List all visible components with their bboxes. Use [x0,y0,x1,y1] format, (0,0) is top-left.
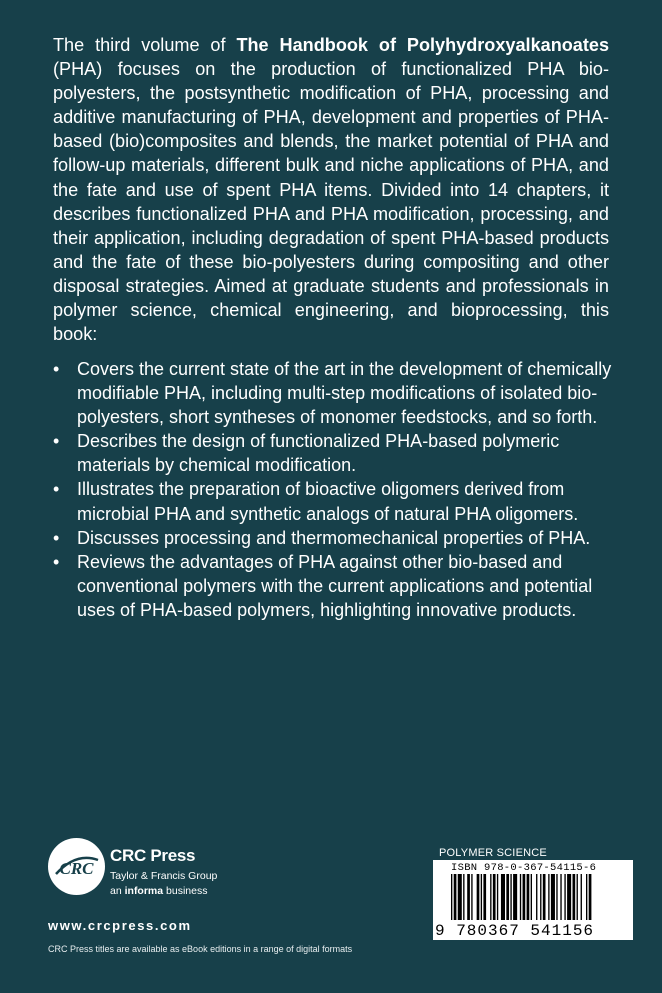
barcode-bar [567,874,571,920]
publisher-url: www.crcpress.com [48,918,192,933]
barcode-bar [551,874,555,920]
barcode-bar [490,874,491,920]
barcode-bar [463,874,464,920]
barcode-bar [467,874,470,920]
barcode-bar [548,874,549,920]
barcode-bar [560,874,561,920]
barcode-bar [458,874,462,920]
barcode-bar [497,874,498,920]
barcode-bar [481,874,482,920]
list-item [53,429,613,477]
barcode-bar [527,874,530,920]
barcode-bar [493,874,496,920]
barcode-bar [454,874,457,920]
crc-logo-graphic [48,838,105,895]
business-prefix: an [110,885,122,897]
intro-body: (PHA) focuses on the production of functionalized PHA bio-polyesters, the postsynthetic modification of PHA, processing and additive manufacturing of PHA, development and properties of PHA-based (bio)composites and blends, the market potential of PHA and follow-up materials, different bulk and niche applications of PHA, and the fate and use of spent PHA items. Divided into 14 chapters, it describes functionalized PHA and PHA modification, processing, and their application, including degradation of spent PHA-based products and the fate of these bio-polyesters during compositing and other disposal strategies. Aimed at graduate students and professionals in polymer science, chemical engineering, and bioprocessing, this book: [53,59,609,345]
bullet-text: Illustrates the preparation of bioactive oligomers derived from microbial PHA and synthetic analogs of natural PHA oligomers. [77,479,579,524]
bullet-text: Covers the current state of the art in the development of chemically modifiable PHA, including multi-step modifications of isolated bio-polyesters, short syntheses of monomer feedstocks, and so forth. [77,359,612,428]
barcode-bar [564,874,565,920]
barcode-bar [477,874,480,920]
bullet-icon: • [53,359,60,379]
list-item [53,357,613,429]
isbn-label: ISBN 978-0-367-54115-6 [451,862,597,874]
barcode-digits-text: 9 780367 541156 [435,922,595,940]
publisher-business [110,885,208,897]
list-item [53,526,613,550]
publisher-block [48,838,378,938]
feature-list [53,357,613,622]
book-title: The Handbook of Polyhydroxyalkanoates [236,35,610,55]
barcode-bar [581,874,582,920]
business-suffix: business [166,885,208,897]
barcode-bar [471,874,472,920]
barcode-bar [556,874,557,920]
barcode-bar [483,874,486,920]
publisher-group: Taylor & Francis Group [110,870,218,882]
intro-lead: The third volume of [53,35,226,55]
barcode-icon [433,874,633,922]
barcode-bar [536,874,537,920]
list-item [53,477,613,525]
barcode-bar [501,874,505,920]
barcode-bar [523,874,526,920]
bullet-text: Reviews the advantages of PHA against other bio-based and conventional polymers with the current applications and potential uses of PHA-based polymers, highlighting innovative products. [77,551,593,620]
barcode-bar [586,874,587,920]
list-item [53,550,613,622]
barcode-bar [451,874,452,920]
bullet-icon: • [53,551,60,572]
bullet-text: Discusses processing and thermomechanical properties of PHA. [77,527,591,548]
barcode-bar [540,874,541,920]
barcode-bar [573,874,576,920]
barcode-bar [513,874,517,920]
barcode-bar [506,874,509,920]
bullet-icon: • [53,479,60,500]
barcode-block [433,860,633,940]
barcode-bar [589,874,592,920]
barcode-bar [510,874,511,920]
bullet-icon: • [53,527,60,548]
business-brand: informa [124,885,164,897]
crc-logo-icon [48,838,105,895]
bullet-text: Describes the design of functionalized PHA-based polymeric materials by chemical modification. [77,431,560,476]
barcode-bar [520,874,521,920]
barcode-bar [531,874,532,920]
subject-category: POLYMER SCIENCE [439,847,547,859]
barcode-bar [543,874,546,920]
description-paragraph [53,33,609,346]
bullet-icon: • [53,431,60,452]
barcode-bar [577,874,578,920]
logo-text: CRC [59,859,94,878]
ebook-note: CRC Press titles are available as eBook editions in a range of digital formats [48,944,353,954]
publisher-name: CRC Press [110,846,196,865]
